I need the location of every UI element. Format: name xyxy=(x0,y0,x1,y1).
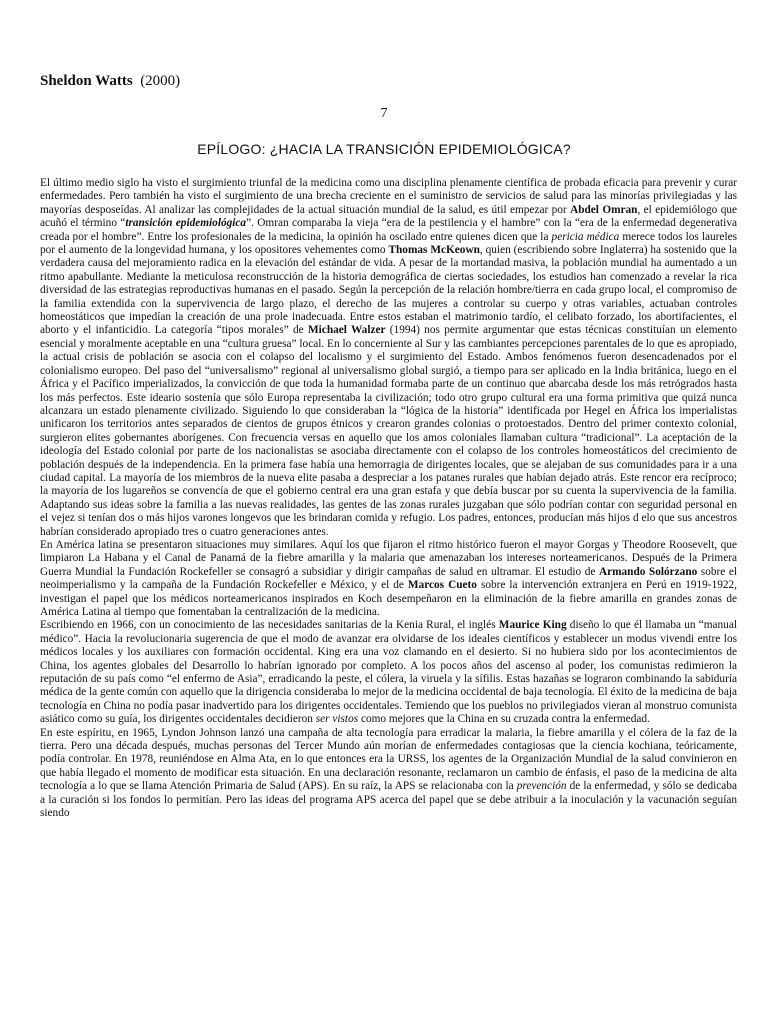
emphasized-text: transición epidemiológica xyxy=(125,217,247,230)
emphasized-text: Marcos Cueto xyxy=(407,579,477,592)
emphasized-text: ser vistos xyxy=(315,713,359,726)
text-run: (1994) nos permite argumentar que estas técnicas constituían un elemento esencial y moralmente aceptable en una “cultura gruesa” local. En lo concerniente al Sur y las cambiantes percepciones parentales de lo que es apropiado, la actual crisis de población se asocia con el colapso del localismo y el surgimiento del Estado. Ambos fenómenos fueron desencadenados por el colonialismo europeo. Del paso del “universalismo” regional al universalismo global surgió, a tiempo para ser aplicado en la India británica, luego en el África y el Pacífico imperializados, la convicción de que toda la humanidad formaba parte de un continuo que abarcaba desde los más retrógrados hasta los más perfectos. Este ideario sostenía que sólo Europa representaba la civilización; todo otro grupo cultural era una forma primitiva que quizá nunca alcanzara un estado plenamente civilizado. Siguiendo lo que consideraban la “lógica de la historia” identificada por Hegel en África los imperialistas unificaron los territorios antes separados de cientos de grupos étnicos y crearon grandes colonias o protoestados. Dentro del primer contexto colonial, surgieron elites gobernantes aborígenes. Con frecuencia versas en aquello que los amos coloniales llamaban cultura “tradicional”. La aceptación de la ideología del Estado colonial por parte de los nacionalistas se asociaba directamente con el colapso de los controles homeostáticos del crecimiento de población después de la independencia. En la primera fase había una hemorragia de dirigentes locales, que se alejaban de sus comunidades para ir a una ciudad capital. La mayoría de los miembros de la nueva elite pasaba a despreciar a los patanes rurales que habían dejado atrás. Este rencor era recíproco; la mayoría de los lugareños se convencía de que el gobierno central era una gran estafa y que debía buscar por su cuenta la supervivencia de la familia. Adaptando sus ideas sobre la familia a las nuevas realidades, las gentes de las zonas rurales juzgaban que sólo podrían contar con seguridad personal en el vejez si tenían dos o más hijos varones longevos que les brindaran comida y refugio. Los padres, entonces, producían más hijos d elo que sus ancestros habrían considerado apropiado tres o cuatro generaciones antes. xyxy=(40,324,737,538)
text-run: , el epidemiólogo que acuñó el término “ xyxy=(40,203,738,230)
text-run: diseño lo que él llamaba un “manual médico”. Hacia la revolucionaria sugerencia de que el modo de avanzar era olvidarse de los ideales científicos y establecer un modus vivendi entre los médicos locales y los auxiliares con formación occidental. King era una voz clamando en el desierto. Si no hubiera sido por los acontecimientos de China, los agentes globales del Desarrollo lo habrían ignorado por completo. A los pocos años del ascenso al poder, los comunistas redimieron la reputación de su país como “el enfermo de Asia”, erradicando la peste, el cólera, la viruela y la sífilis. Estas hazañas se lograron combinando la sabiduría médica de la gente común con aquello que la dirigencia consideraba lo mejor de la medicina occidental de baja tecnología. El éxito de la medicina de baja tecnología en China no podía pasar inadvertido para los dirigentes occidentales. Temiendo que los pueblos no privilegiados vieran al monstruo comunista asiático como su guía, los dirigentes occidentales decidieron xyxy=(40,619,737,726)
text-run: merece todos los laureles por el aumento de la longevidad humana, y los opositores vehementes como xyxy=(40,230,737,257)
body-text xyxy=(40,177,737,821)
emphasized-text: Michael Walzer xyxy=(308,324,386,337)
author-line xyxy=(40,72,180,90)
paragraph xyxy=(40,727,737,821)
emphasized-text: Thomas McKeown xyxy=(388,244,480,257)
text-run: sobre la intervención extranjera en Perú en 1919-1922, investigan el papel que los médicos norteamericanos inspirados en Koch desempeñaron en la eliminación de la fiebre amarilla en grandes zonas de América Latina al tiempo que fomentaban la centralización de la medicina. xyxy=(40,579,737,618)
text-run: como mejores que la China en su cruzada contra la enfermedad. xyxy=(358,713,650,726)
text-run: sobre el neoimperialismo y la campaña de la Fundación Rockefeller e México, y el de xyxy=(40,565,737,592)
text-run: En América latina se presentaron situaciones muy similares. Aquí los que fijaron el ritmo histórico fueron el mayor Gorgas y Theodore Roosevelt, que limpiaron La Habana y el Canal de Panamá de la fiebre amarilla y la malaria que amenazaban los intereses norteamericanos. Después de la Primera Guerra Mundial la Fundación Rockefeller se consagró a subsidiar y dirigir campañas de salud en ultramar. El estudio de xyxy=(40,538,737,578)
author-name: Sheldon Watts xyxy=(40,73,133,89)
text-run: ”. Omran comparaba la vieja “era de la pestilencia y el hambre” con la “era de la enfermedad degenerativa creada por el hombre”. Entre los profesionales de la medicina, la opinión ha oscilado entre quienes dicen que la xyxy=(40,217,737,243)
paragraph xyxy=(40,177,737,539)
emphasized-text: Armando Solórzano xyxy=(598,565,698,578)
chapter-number: 7 xyxy=(380,106,388,121)
text-run: El último medio siglo ha visto el surgimiento triunfal de la medicina como una disciplina plenamente científica de probada eficacia para prevenir y curar enfermedades. Pero también ha visto el surgimiento de una brecha creciente en el suministro de servicios de salud para las minorías privilegiadas y las mayorías desposeídas. Al analizar las complejidades de la actual situación mundial de la salud, es útil empezar por xyxy=(40,177,737,216)
text-run: En este espíritu, en 1965, Lyndon Johnson lanzó una campaña de alta tecnología para erradicar la malaria, la fiebre amarilla y el cólera de la faz de la tierra. Pero una década después, muchas personas del Tercer Mundo aún morían de enfermedades contagiosas que la ciencia kochiana, teóricamente, podía controlar. En 1978, reuniéndose en Alma Ata, en lo que entonces era la URSS, los agentes de la Organización Mundial de la salud convinieron en que había llegado el momento de modificar esta situación. En una declaración resonante, reclamaron un cambio de énfasis, el paso de la medicina de alta tecnología a lo que se llama Atención Primaria de Salud (APS). En su raíz, la APS se relacionaba con la xyxy=(40,726,737,793)
text-run: , quien (escribiendo sobre Inglaterra) ha sostenido que la verdadera causa del mejoramiento radica en la elevación del estándar de vida. A pesar de la mortandad masiva, la población mundial ha aumentado a un ritmo apabullante. Mediante la meticulosa reconstrucción de la historia demográfica de ciertas sociedades, los estudios han comenzado a revelar la rica diversidad de las estrategias reproductivas humanas en el pasado. Según la percepción de la relación hombre/tierra en cada grupo local, el compromiso de la familia extendida con la supervivencia de largo plazo, el derecho de las mujeres a controlar su cuerpo y otras variables, actuaban controles homeostáticos que impedían la creación de una prole inadecuada. Entre estos estaban el matrimonio tardío, el celibato forzado, los abortifacientes, el aborto y el infanticidio. La categoría “tipos morales” de xyxy=(40,244,737,337)
chapter-title: EPÍLOGO: ¿HACIA LA TRANSICIÓN EPIDEMIOLÓGICA? xyxy=(197,141,571,157)
text-run: de la enfermedad, y sólo se dedicaba a la curación si los fondos lo permitían. Pero las ideas del programa APS acerca del papel que se debe atribuir a la inoculación y la vacunación seguían siendo xyxy=(40,780,737,820)
emphasized-text: prevención xyxy=(516,780,567,793)
text-run: Escribiendo en 1966, con un conocimiento de las necesidades sanitarias de la Kenia Rural, el inglés xyxy=(40,619,499,632)
paragraph xyxy=(40,619,737,726)
paragraph xyxy=(40,539,737,619)
emphasized-text: Abdel Omran xyxy=(570,203,638,216)
emphasized-text: Maurice King xyxy=(498,619,567,632)
publication-year: (2000) xyxy=(140,73,181,89)
emphasized-text: pericia médica xyxy=(551,230,620,243)
